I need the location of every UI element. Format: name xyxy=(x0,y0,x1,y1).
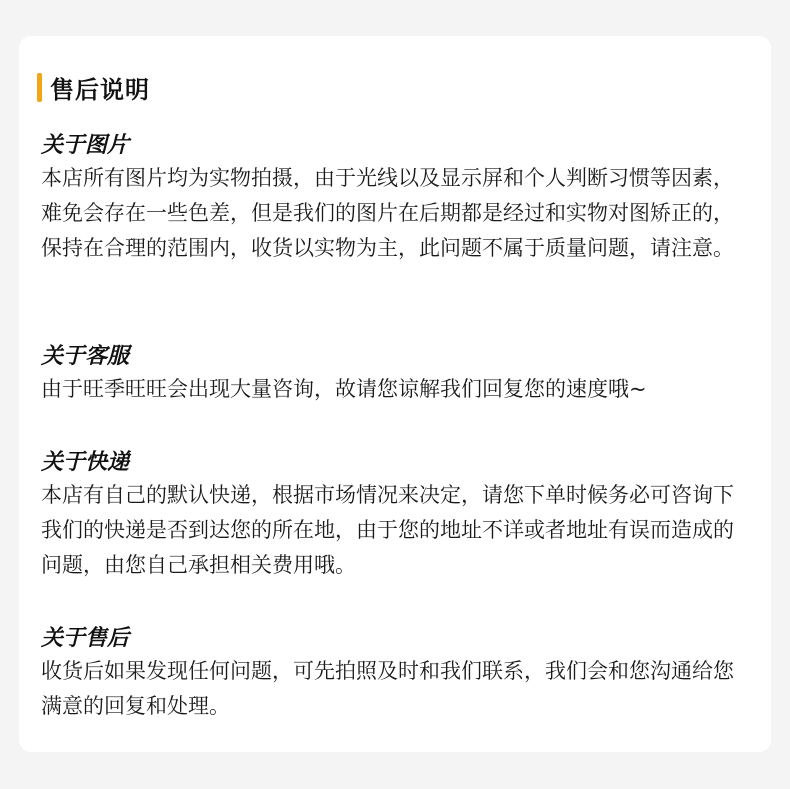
section-title: 关于客服 xyxy=(41,344,130,369)
after-sales-card xyxy=(19,36,771,752)
section-about-delivery xyxy=(41,448,753,583)
section-body: 本店所有图片均为实物拍摄，由于光线以及显示屏和个人判断习惯等因素，难免会存在一些色差，但是我们的图片在后期都是经过和实物对图矫正的，保持在合理的范围内，收货以实物为主，此问题不属于质量问题，请注意。 xyxy=(41,166,734,260)
section-body: 收货后如果发现任何问题，可先拍照及时和我们联系，我们会和您沟通给您满意的回复和处理。 xyxy=(41,659,734,718)
page-title: 售后说明 xyxy=(50,75,150,104)
section-body: 本店有自己的默认快递，根据市场情况来决定，请您下单时候务必可咨询下我们的快递是否到达您的所在地，由于您的地址不详或者地址有误而造成的问题，由您自己承担相关费用哦。 xyxy=(41,483,734,577)
section-about-after-sales xyxy=(41,624,753,724)
section-about-images xyxy=(41,131,753,266)
section-title: 关于图片 xyxy=(41,133,130,158)
accent-bar xyxy=(37,73,42,102)
section-body: 由于旺季旺旺会出现大量咨询，故请您谅解我们回复您的速度哦~ xyxy=(41,377,647,401)
card-header xyxy=(37,72,150,102)
section-title: 关于快递 xyxy=(41,450,130,475)
section-title: 关于售后 xyxy=(41,626,130,651)
section-about-customer-service xyxy=(41,342,753,407)
